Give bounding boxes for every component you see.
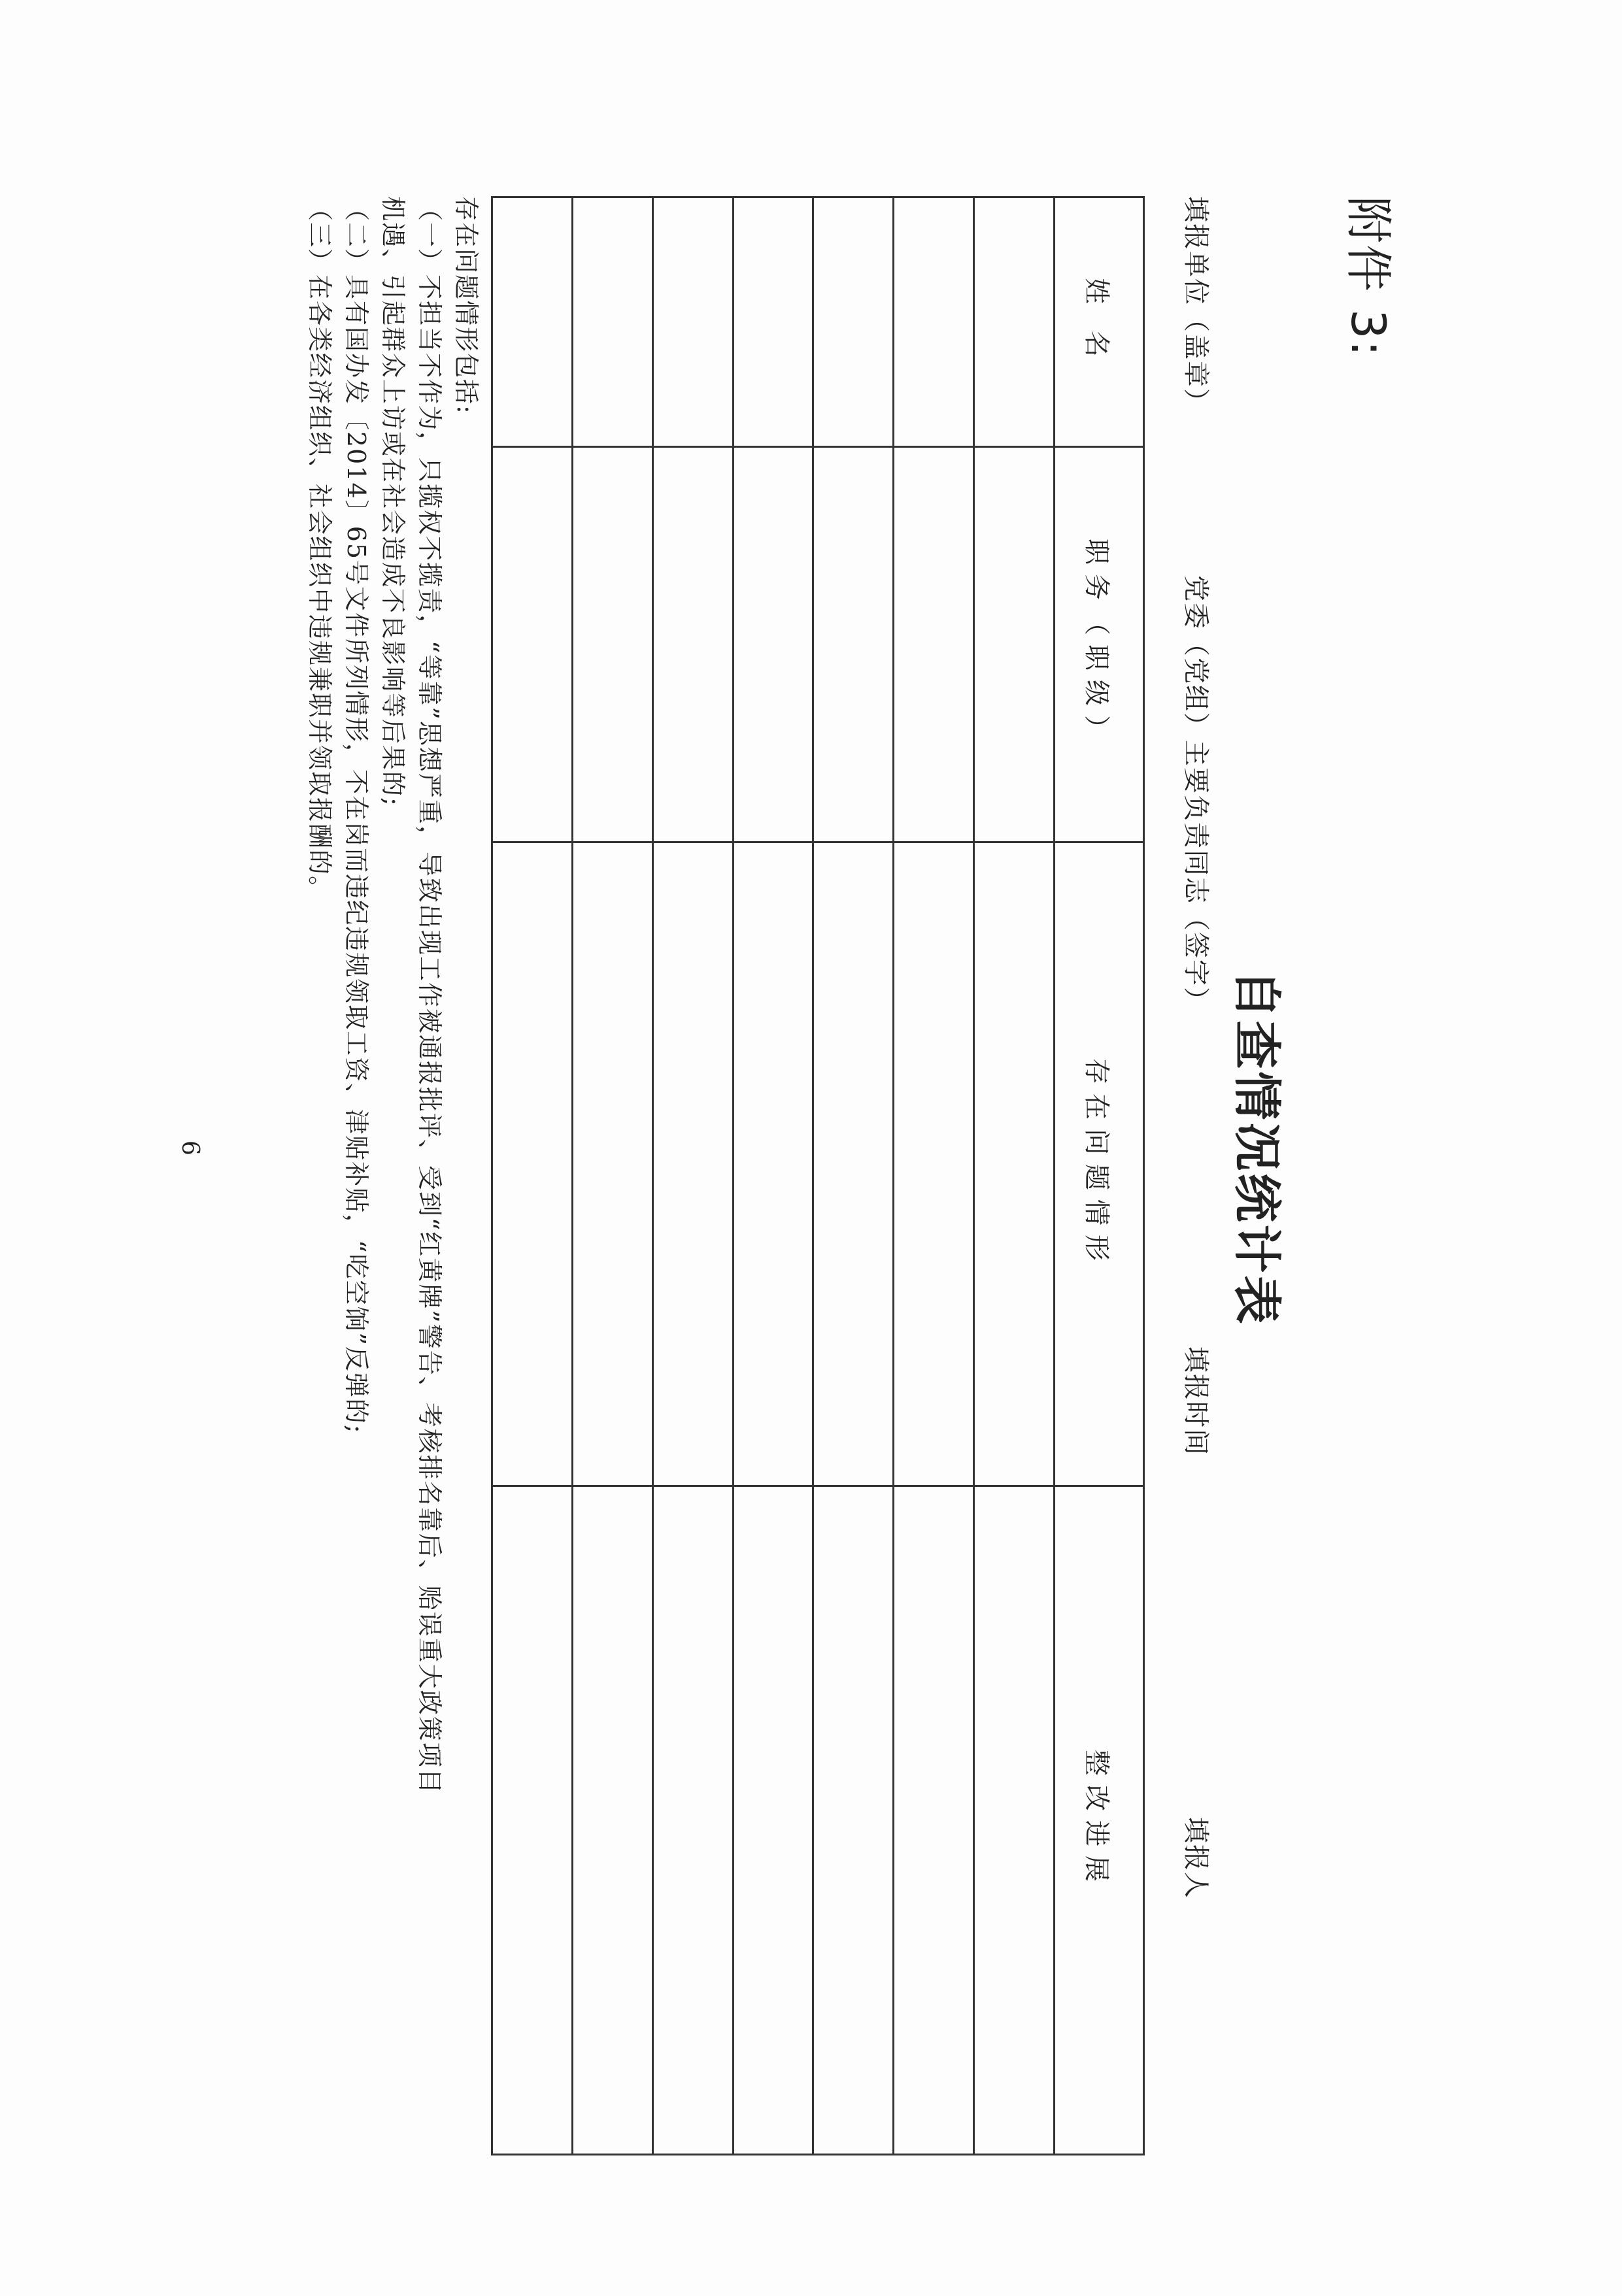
note-item-1-continued: 机遇、引起群众上访或在社会造成不良影响等后果的; <box>379 196 407 807</box>
notes-heading: 存在问题情形包括: <box>452 196 481 415</box>
table-cell[interactable] <box>733 447 813 842</box>
table-row <box>652 197 733 2155</box>
column-header-problems: 存在问题情形 <box>1055 842 1144 1486</box>
table-cell[interactable] <box>813 447 894 842</box>
table-cell[interactable] <box>894 447 974 842</box>
table-cell[interactable] <box>733 1486 813 2155</box>
table-cell[interactable] <box>572 447 652 842</box>
table-row <box>813 197 894 2155</box>
table-row <box>733 197 813 2155</box>
table-cell[interactable] <box>974 1486 1055 2155</box>
column-header-name: 姓 名 <box>1055 197 1144 447</box>
table-cell[interactable] <box>652 1486 733 2155</box>
table-cell[interactable] <box>813 1486 894 2155</box>
table-row <box>974 197 1055 2155</box>
table-cell[interactable] <box>894 197 974 447</box>
table-row <box>894 197 974 2155</box>
page-number: 6 <box>177 1140 203 1156</box>
table-cell[interactable] <box>813 197 894 447</box>
table-cell[interactable] <box>813 842 894 1486</box>
table-header-row <box>1055 197 1144 2155</box>
form-title: 自查情况统计表 <box>1228 969 1285 1327</box>
table-cell[interactable] <box>652 447 733 842</box>
note-item-3: （三）在各类经济组织、社会组织中违规兼职并领取报酬的。 <box>305 196 334 903</box>
filler-label: 填报人 <box>1181 1817 1211 1899</box>
notes-section <box>301 196 484 2157</box>
column-header-position: 职务（职级） <box>1055 447 1144 842</box>
table-cell[interactable] <box>894 1486 974 2155</box>
filling-time-label: 填报时间 <box>1181 1346 1211 1456</box>
table-cell[interactable] <box>652 842 733 1486</box>
table-cell[interactable] <box>492 842 573 1486</box>
table-cell[interactable] <box>492 197 573 447</box>
attachment-label: 附件 3: <box>1341 196 1396 358</box>
table-cell[interactable] <box>974 197 1055 447</box>
column-header-progress: 整改进展 <box>1055 1486 1144 2155</box>
statistics-table <box>491 196 1145 2155</box>
table-cell[interactable] <box>974 447 1055 842</box>
table-row <box>572 197 652 2155</box>
table-cell[interactable] <box>894 842 974 1486</box>
table-cell[interactable] <box>572 197 652 447</box>
table-cell[interactable] <box>733 842 813 1486</box>
table-cell[interactable] <box>733 197 813 447</box>
table-cell[interactable] <box>492 447 573 842</box>
leader-signature-label: 党委（党组）主要负责同志（签字） <box>1181 575 1211 1014</box>
table-cell[interactable] <box>974 842 1055 1486</box>
table-cell[interactable] <box>652 197 733 447</box>
note-item-1: （一）不担当不作为，只揽权不揽责，“等靠”思想严重，导致出现工作被通报批评、受到“红黄牌”警告、考核排名靠后、贻误重大政策项目 <box>415 196 444 1795</box>
table-cell[interactable] <box>492 1486 573 2155</box>
table-cell[interactable] <box>572 842 652 1486</box>
filling-unit-label: 填报单位（盖章） <box>1181 196 1211 416</box>
note-item-2: （二）具有国办发〔2014〕65号文件所列情形，不在岗而违纪违规领取工资、津贴补贴，“吃空饷”反弹的; <box>342 196 371 1435</box>
table-cell[interactable] <box>572 1486 652 2155</box>
table-row <box>492 197 573 2155</box>
